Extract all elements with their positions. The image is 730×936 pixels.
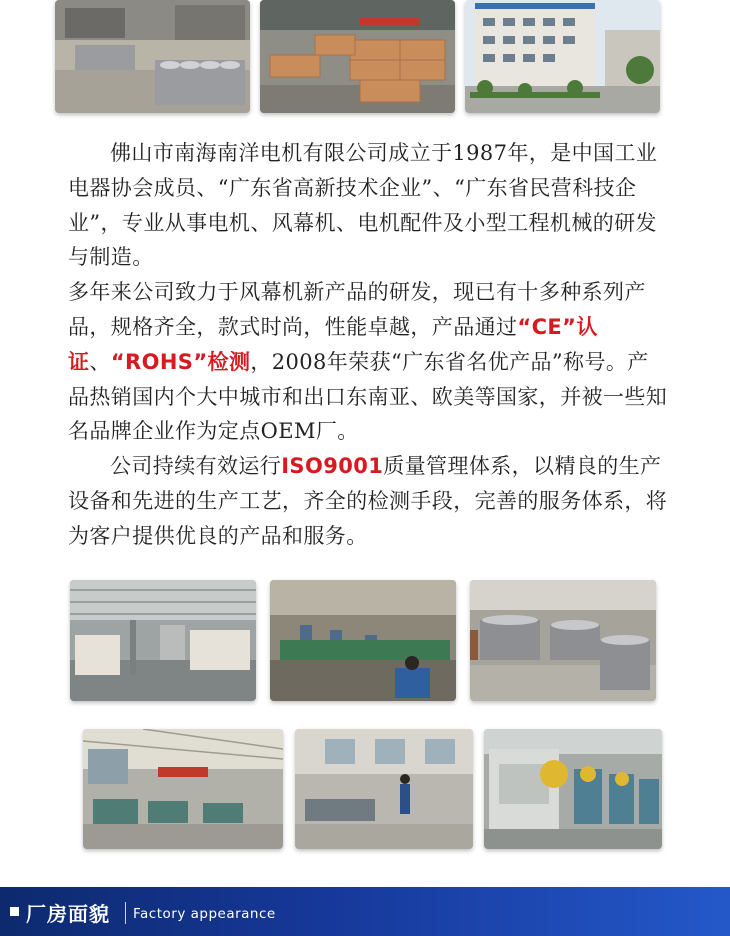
intro-paragraph-2 [68,275,668,449]
photo-punch-press [484,729,662,849]
photo-warehouse-stock [55,0,250,113]
iso9001-highlight: ISO9001 [281,454,384,479]
square-bullet-icon [10,907,19,916]
banner-title-cn: 厂房面貌 [26,902,110,926]
section-banner [0,887,730,936]
intro-p3-text-b: 质量管理体系，以精良的生产设备和先进的生产工艺，齐全的检测手段，完善的服务体系，将为客户提供优良的产品和服务。 [68,454,668,548]
rohs-test-highlight: “ROHS”检测 [110,349,251,374]
intro-p3-text-a: 公司持续有效运行 [110,454,282,479]
intro-p2-text-c: ，2008年荣获“广东省名优产品”称号。产品热销国内个大中城市和出口东南亚、欧美等国家，并被一些知名品牌企业作为定点OEM厂。 [68,349,668,444]
photo-office-building [465,0,660,113]
photo-stator-stock [470,580,656,701]
intro-paragraph-3 [68,449,668,553]
photo-workers-line [270,580,456,701]
intro-paragraph-1: 佛山市南海南洋电机有限公司成立于1987年，是中国工业电器协会成员、“广东省高新技术企业”、“广东省民营科技企业”，专业从事电机、风幕机、电机配件及小型工程机械的研发与制造。 [68,141,658,270]
photo-assembly-hall [70,580,256,701]
photo-lathe-workshop [295,729,473,849]
photo-machine-shop [83,729,283,849]
intro-p2-text-a: 多年来公司致力于风幕机新产品的研发，现已有十多种系列产品，规格齐全，款式时尚，性能卓越，产品通过 [68,280,646,339]
intro-p2-text-b: 、 [89,349,111,374]
photo-carton-boxes [260,0,455,113]
company-intro [68,136,668,554]
ce-certification-highlight: “CE”认证 [68,314,598,374]
banner-title-en: Factory appearance [133,906,276,922]
banner-divider [125,902,126,924]
